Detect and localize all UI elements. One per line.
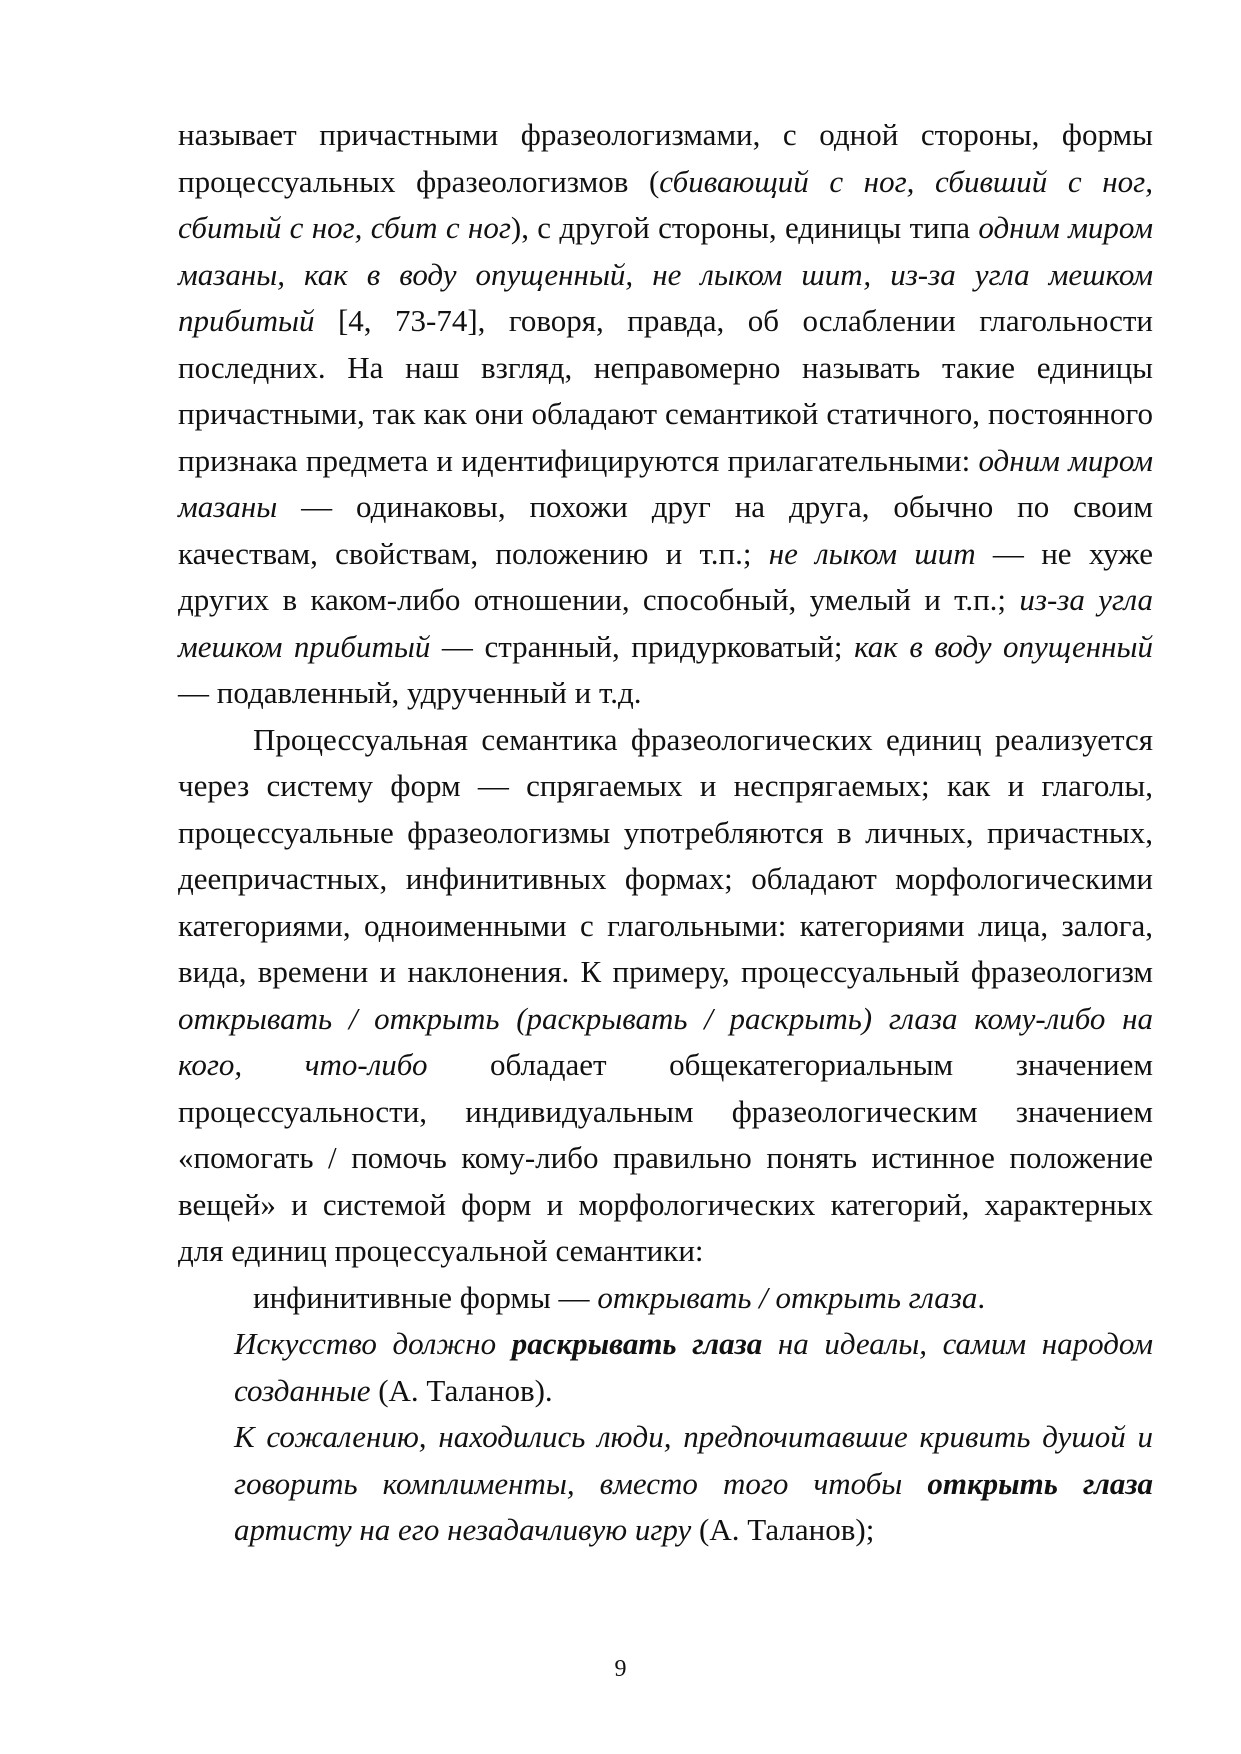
- quote-source: (А. Таланов);: [691, 1512, 875, 1547]
- italic-example: открывать / открыть глаза: [597, 1279, 978, 1315]
- text-run: обладает общекатегориальным значением процессуальности, индивидуальным фразеологическим значением «помогать / помочь кому-либо правильно понять истинное положение вещей» и системой форм и морфологических категорий, характерных для единиц процессуальной семантики:: [178, 1047, 1153, 1268]
- page-number: 9: [614, 1656, 627, 1682]
- example-quote-2: [178, 1414, 1153, 1554]
- italic-example: из-за угла мешком прибитый: [178, 582, 1153, 664]
- italic-example: сбивающий с ног, сбивший с ног, сбитый с ног, сбит с ног: [178, 163, 1153, 245]
- text-run: Процессуальная семантика фразеологических единиц реализуется через систему форм — спрягаемых и неспрягаемых; как и глаголы, процессуальные фразеологизмы употребляются в личных, причастных, деепричастных, инфинитивных формах; обладают морфологическими категориями, одноименными с глагольными: категориями лица, залога, вида, времени и наклонения. К примеру, процессуальный фразеологизм: [178, 721, 1153, 989]
- text-run: .: [977, 1279, 986, 1315]
- paragraph-processual-semantics: [178, 717, 1153, 1275]
- text-run: ), с другой стороны, единицы типа: [510, 210, 979, 245]
- italic-example: открывать / открыть (раскрывать / раскрыть) глаза кому-либо на кого, что-либо: [178, 1000, 1153, 1082]
- italic-example: одним миром мазаны: [178, 442, 1154, 524]
- text-run: — не хуже других в каком-либо отношении, способный, умелый и т.п.;: [178, 535, 1153, 617]
- quote-text: К сожалению, находились люди, предпочитавшие кривить душой и говорить комплименты, вместо того чтобы: [234, 1419, 1153, 1501]
- text-run: [4, 73-74], говоря, правда, об ослаблении глагольности последних. На наш взгляд, неправомерно называть такие единицы причастными, так как они обладают семантикой статичного, постоянного признака предмета и идентифицируются прилагательными:: [178, 303, 1153, 478]
- paragraph-continuation: [178, 112, 1153, 717]
- infinitive-forms-line: [178, 1275, 1153, 1322]
- example-quote-1: [178, 1321, 1153, 1414]
- body-text: [178, 112, 1153, 1554]
- text-run: инфинитивные формы —: [253, 1279, 598, 1315]
- quote-text: на идеалы, самим народом созданные: [234, 1326, 1153, 1408]
- text-run: — странный, придурковатый;: [430, 628, 855, 664]
- quote-text: артисту на его незадачливую игру: [234, 1512, 692, 1547]
- quote-highlight: раскрывать глаза: [511, 1326, 763, 1361]
- quote-source: (А. Таланов).: [370, 1372, 553, 1408]
- italic-example: не лыком шит: [768, 535, 976, 571]
- text-run: называет причастными фразеологизмами, с одной стороны, формы процессуальных фразеологизмов (: [178, 117, 1153, 199]
- quote-highlight: открыть глаза: [927, 1465, 1154, 1501]
- quote-text: Искусство должно: [234, 1326, 512, 1361]
- text-run: — одинаковы, похожи друг на друга, обычно по своим качествам, свойствам, положению и т.п.;: [178, 489, 1153, 571]
- italic-example: одним миром мазаны, как в воду опущенный, не лыком шит, из-за угла мешком прибитый: [178, 210, 1154, 338]
- italic-example: как в воду опущенный: [854, 628, 1153, 664]
- text-run: — подавленный, удрученный и т.д.: [178, 675, 642, 710]
